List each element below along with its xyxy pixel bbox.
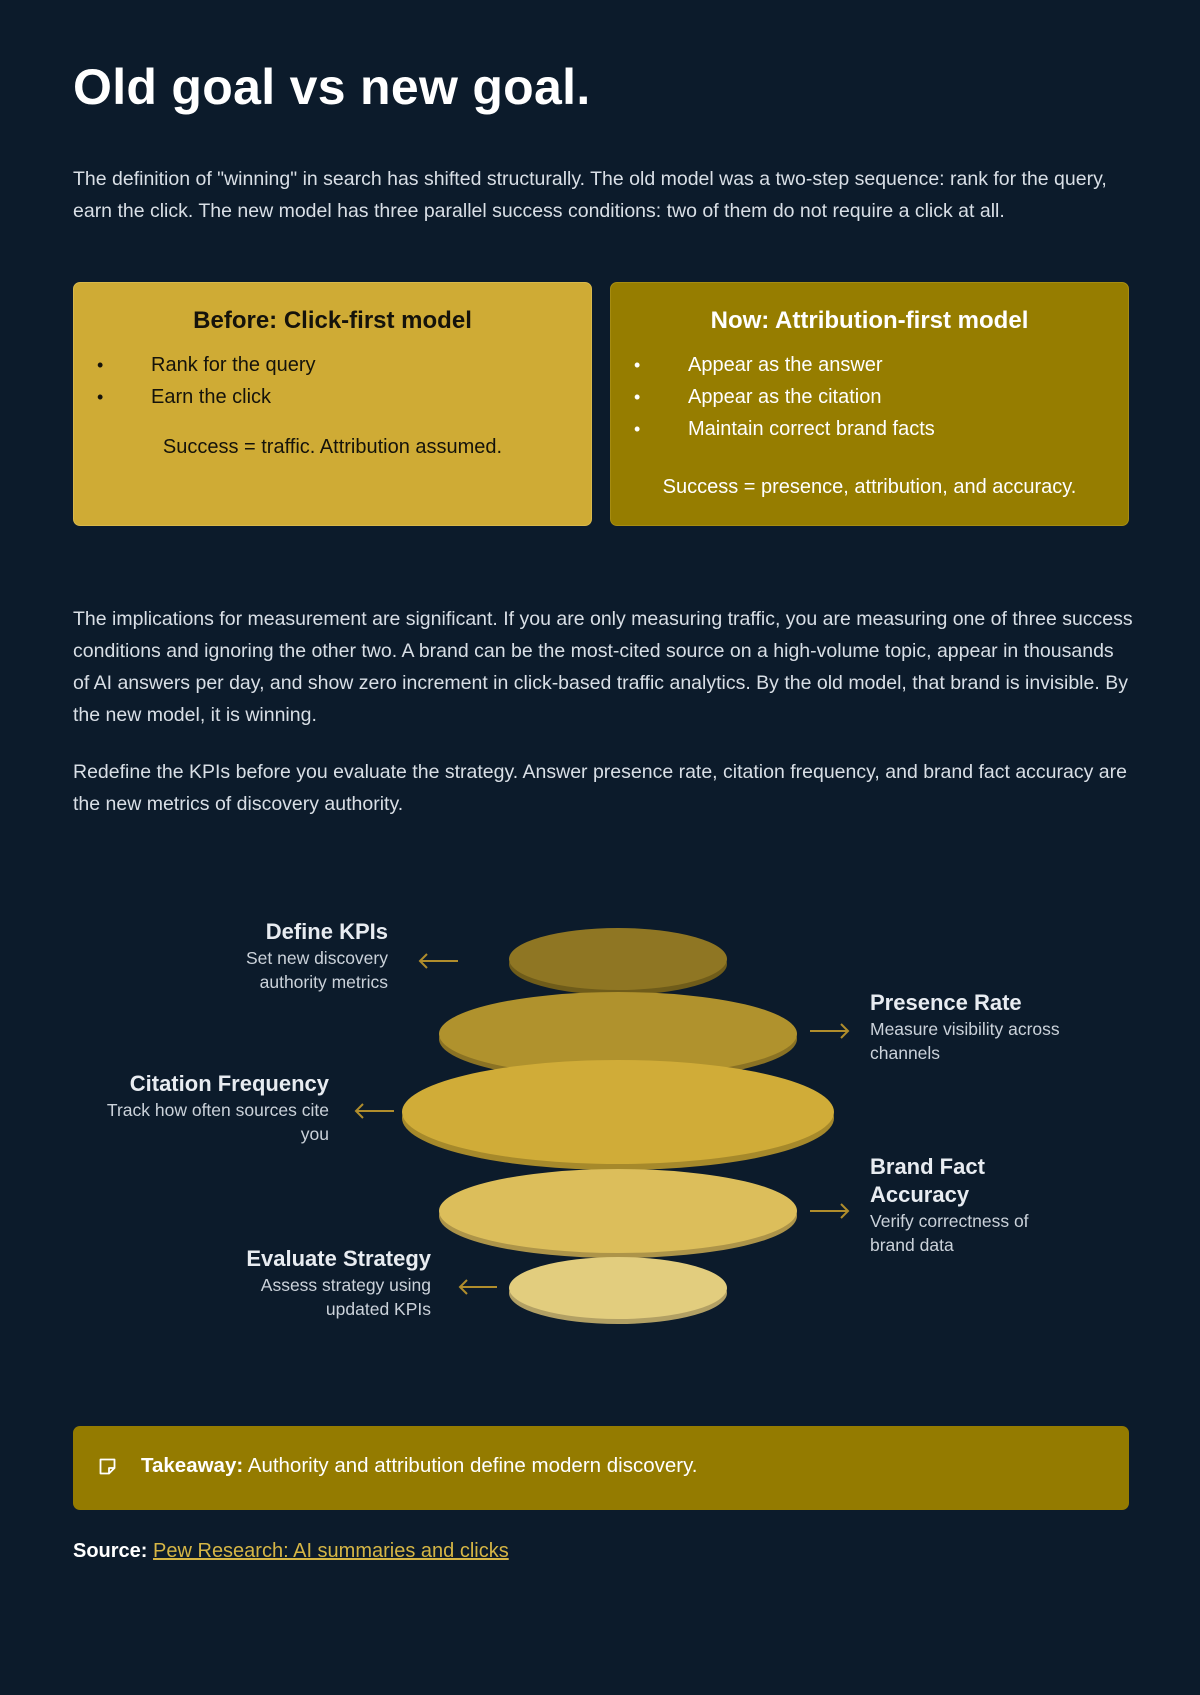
layer-description: Track how often sources cite you (106, 1100, 329, 1144)
list-item: • Appear as the citation (611, 381, 1128, 413)
layer-description: Assess strategy using updated KPIs (260, 1275, 431, 1319)
intro-paragraph: The definition of "winning" in search has shifted structurally. The old model was a two-step sequence: rank for the query, earn the click. The new model has three parallel success conditions: two of them do not require a click at all. (73, 168, 1107, 222)
label-citation-frequency (100, 1070, 329, 1146)
label-define-kpis (196, 918, 388, 994)
layer-title: Presence Rate (870, 990, 1022, 1015)
label-evaluate-strategy (220, 1245, 431, 1321)
before-card-list (74, 349, 591, 413)
list-item: • Rank for the query (74, 349, 591, 381)
layer-citation-frequency (402, 1060, 834, 1170)
before-card (73, 282, 592, 526)
list-item: • Earn the click (74, 381, 591, 413)
arrow-left-icon (460, 1280, 497, 1294)
now-card (610, 282, 1129, 526)
before-card-heading: Before: Click-first model (193, 307, 472, 334)
layer-presence-rate (439, 992, 797, 1081)
kpi-paragraph: Redefine the KPIs before you evaluate the strategy. Answer presence rate, citation frequency, and brand fact accuracy are the new metrics of discovery authority. (73, 761, 1127, 815)
takeaway-message: Authority and attribution define modern discovery. (247, 1454, 698, 1477)
layer-description: Set new discovery authority metrics (245, 948, 388, 992)
list-item: • Appear as the answer (611, 349, 1128, 381)
note-icon (99, 1458, 116, 1475)
arrow-right-icon (810, 1204, 848, 1218)
arrow-left-icon (420, 954, 458, 968)
layer-title: Citation Frequency (129, 1071, 329, 1096)
connector-arrows (356, 954, 848, 1294)
layer-define-kpis (509, 928, 727, 995)
arrow-left-icon (356, 1104, 394, 1118)
layer-evaluate-strategy (509, 1257, 727, 1324)
now-success-text: Success = presence, attribution, and accuracy. (662, 476, 1077, 498)
label-brand-fact-accuracy (870, 1153, 1060, 1257)
list-item: • Maintain correct brand facts (611, 413, 1128, 445)
now-card-list (611, 349, 1128, 445)
layer-title: Define KPIs (265, 919, 388, 944)
page-title: Old goal vs new goal. (73, 59, 591, 115)
takeaway-banner (73, 1426, 1129, 1510)
layer-brand-fact-accuracy (439, 1169, 797, 1258)
layer-title: Evaluate Strategy (246, 1246, 431, 1271)
source-label: Source: (73, 1540, 148, 1562)
label-presence-rate (870, 989, 1110, 1065)
arrow-right-icon (810, 1024, 848, 1038)
source-link[interactable]: Pew Research: AI summaries and clicks (153, 1540, 509, 1562)
before-success-text: Success = traffic. Attribution assumed. (162, 436, 503, 458)
now-card-heading: Now: Attribution-first model (710, 307, 1029, 334)
source-line (73, 1540, 509, 1563)
takeaway-text (141, 1454, 698, 1478)
layer-title: Brand Fact Accuracy (870, 1154, 985, 1207)
takeaway-label: Takeaway: (141, 1454, 244, 1477)
layer-description: Measure visibility across channels (870, 1019, 1060, 1063)
measurement-paragraph: The implications for measurement are significant. If you are only measuring traffic, you are measuring one of three success conditions and ignoring the other two. A brand can be the most-cited source on a high-volume topic, appear in thousands of AI answers per day, and show zero increment in click-based traffic analytics. By the old model, that brand is invisible. By the new model, it is winning. (73, 608, 1133, 726)
layer-description: Verify correctness of brand data (870, 1211, 1029, 1255)
